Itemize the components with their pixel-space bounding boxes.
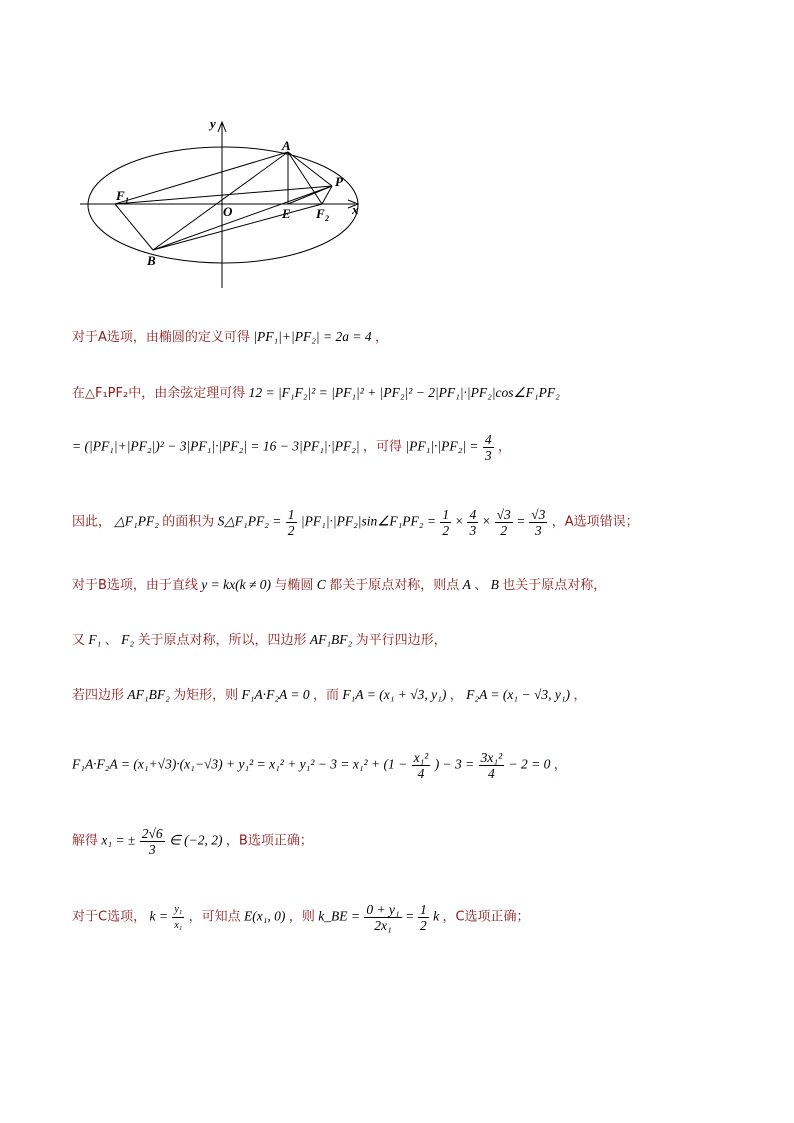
segment-a-f2 — [288, 152, 322, 204]
math: F₂A = (x₁ − √3, y₁) — [466, 687, 571, 702]
text: 为矩形，则 — [173, 688, 239, 703]
paragraph-7 — [72, 685, 586, 706]
text: ，可知点 — [188, 909, 241, 925]
math: S△F₁PF₂ = — [217, 513, 282, 529]
text: 与椭圆 — [274, 578, 314, 593]
fraction: $\frac{1}{2}$ — [442, 507, 450, 538]
text: 、 — [474, 578, 488, 593]
label-f1-sub: 1 — [125, 196, 129, 205]
segment-f1-a — [115, 152, 288, 204]
math: ) − 3 = — [434, 756, 475, 772]
fraction: $\frac{\text{0 + y₁}}{\text{2x₁}}$ — [366, 902, 400, 933]
label-e: E — [282, 206, 291, 221]
text: 在△F₁PF₂中，由余弦定理可得 — [72, 386, 246, 401]
label-p: P — [335, 174, 343, 189]
math: F₁A·F₂A = (x₁+√3)·(x₁−√3) + y₁² = x₁² + y₁² − 3 = x₁² + (1 − — [72, 756, 408, 772]
text: 都关于原点对称，则点 — [329, 578, 460, 593]
math: 12 = |F₁F₂|² = |PF₁|² + |PF₂|² − 2|PF₁|·|PF₂|cos∠F₁PF₂ — [248, 385, 560, 400]
text: ，C选项正确； — [442, 909, 530, 925]
label-x: x — [352, 202, 359, 217]
math: k_BE = — [318, 908, 360, 924]
label-f2: F — [316, 206, 325, 221]
text: ， — [449, 688, 463, 703]
text: 的面积为 — [162, 514, 215, 530]
fraction: $\frac{\text{y₁}}{\text{x₁}}$ — [174, 904, 183, 931]
fraction: $\frac{2√6}{3}$ — [141, 826, 163, 857]
math: |PF₁|+|PF₂| = 2a = 4 — [253, 329, 372, 344]
text: 关于原点对称，所以，四边形 — [137, 633, 307, 648]
fraction: $\frac{1}{2}$ — [287, 507, 295, 538]
fraction: $\frac{4}{3}$ — [469, 507, 477, 538]
math: ∈ (−2, 2) — [169, 832, 223, 848]
segment-f1-p — [115, 186, 332, 204]
math: C — [316, 577, 326, 592]
text: 、 — [104, 633, 118, 648]
equals: = — [405, 908, 414, 924]
times: × — [455, 513, 464, 529]
math: y = kx(k ≠ 0) — [201, 577, 272, 592]
label-o: O — [223, 204, 233, 219]
label-b: B — [147, 253, 156, 268]
segment-b-p — [153, 186, 332, 250]
math: = (|PF₁|+|PF₂|)² − 3|PF₁|·|PF₂| = 16 − 3|PF₁|·|PF₂| — [72, 438, 360, 454]
fraction: $\frac{\text{3x₁²}}{4}$ — [480, 750, 503, 781]
paragraph-2 — [72, 383, 560, 404]
math: x₁ = ± — [101, 832, 136, 848]
text: ， — [573, 688, 587, 703]
fraction: $\frac{√3}{3}$ — [531, 507, 546, 538]
math: k = — [149, 908, 168, 924]
text: ， — [553, 757, 567, 773]
text: 也关于原点对称， — [502, 578, 607, 593]
fraction: $\frac{√3}{2}$ — [496, 507, 511, 538]
text: 对于B选项，由于直线 — [72, 578, 198, 593]
paragraph-3 — [72, 432, 511, 463]
text: 对于A选项，由椭圆的定义可得 — [72, 330, 250, 345]
math: F₁A = (x₁ + √3, y₁) — [342, 687, 447, 702]
text: ，而 — [313, 688, 340, 703]
label-a: A — [282, 138, 291, 153]
text: ，可得 — [363, 439, 403, 455]
math: AF₁BF₂ — [309, 632, 353, 647]
times: × — [482, 513, 491, 529]
math: F₁A·F₂A = 0 — [241, 687, 310, 702]
math: |PF₁|·|PF₂|sin∠F₁PF₂ = — [300, 513, 436, 529]
math: F₁ — [88, 632, 102, 647]
text: ，B选项正确； — [225, 833, 313, 849]
text: 若四边形 — [72, 688, 125, 703]
text: 为平行四边形， — [355, 633, 447, 648]
segment-b-f2 — [153, 204, 322, 250]
math: AF₁BF₂ — [127, 687, 170, 702]
equals: = — [517, 513, 525, 529]
text: ， — [497, 439, 511, 455]
math: F₂ — [121, 632, 135, 647]
label-y: y — [210, 116, 216, 131]
paragraph-5 — [72, 575, 606, 596]
fraction: $\frac{1}{2}$ — [419, 902, 427, 933]
paragraph-1 — [72, 327, 388, 348]
label-f2-sub: 2 — [325, 214, 329, 223]
text: ，A选项错误； — [551, 514, 639, 530]
label-f1: F — [116, 188, 125, 203]
math: A — [462, 577, 471, 592]
math: △F₁PF₂ — [114, 513, 159, 529]
text: 解得 — [72, 833, 99, 849]
ellipse-figure — [70, 110, 370, 290]
paragraph-6 — [72, 630, 447, 651]
math: B — [490, 577, 499, 592]
fraction: $\frac{\text{x₁²}}{4}$ — [413, 750, 429, 781]
math: − 2 = 0 — [508, 756, 551, 772]
math: |PF₁|·|PF₂| = — [405, 438, 479, 454]
paragraph-8 — [72, 750, 567, 781]
paragraph-10 — [72, 902, 530, 933]
paragraph-9 — [72, 826, 313, 857]
text: 又 — [72, 633, 86, 648]
text: 对于C选项， — [72, 909, 147, 925]
math: E(x₁, 0) — [244, 908, 286, 924]
text: ，则 — [288, 909, 315, 925]
fraction: $\frac{4}{3}$ — [484, 432, 492, 463]
text: ， — [374, 330, 388, 345]
segment-b-a — [153, 152, 288, 250]
math: k — [433, 908, 440, 924]
paragraph-4 — [72, 507, 639, 538]
text: 因此， — [72, 514, 112, 530]
segment-a-p — [288, 152, 332, 186]
